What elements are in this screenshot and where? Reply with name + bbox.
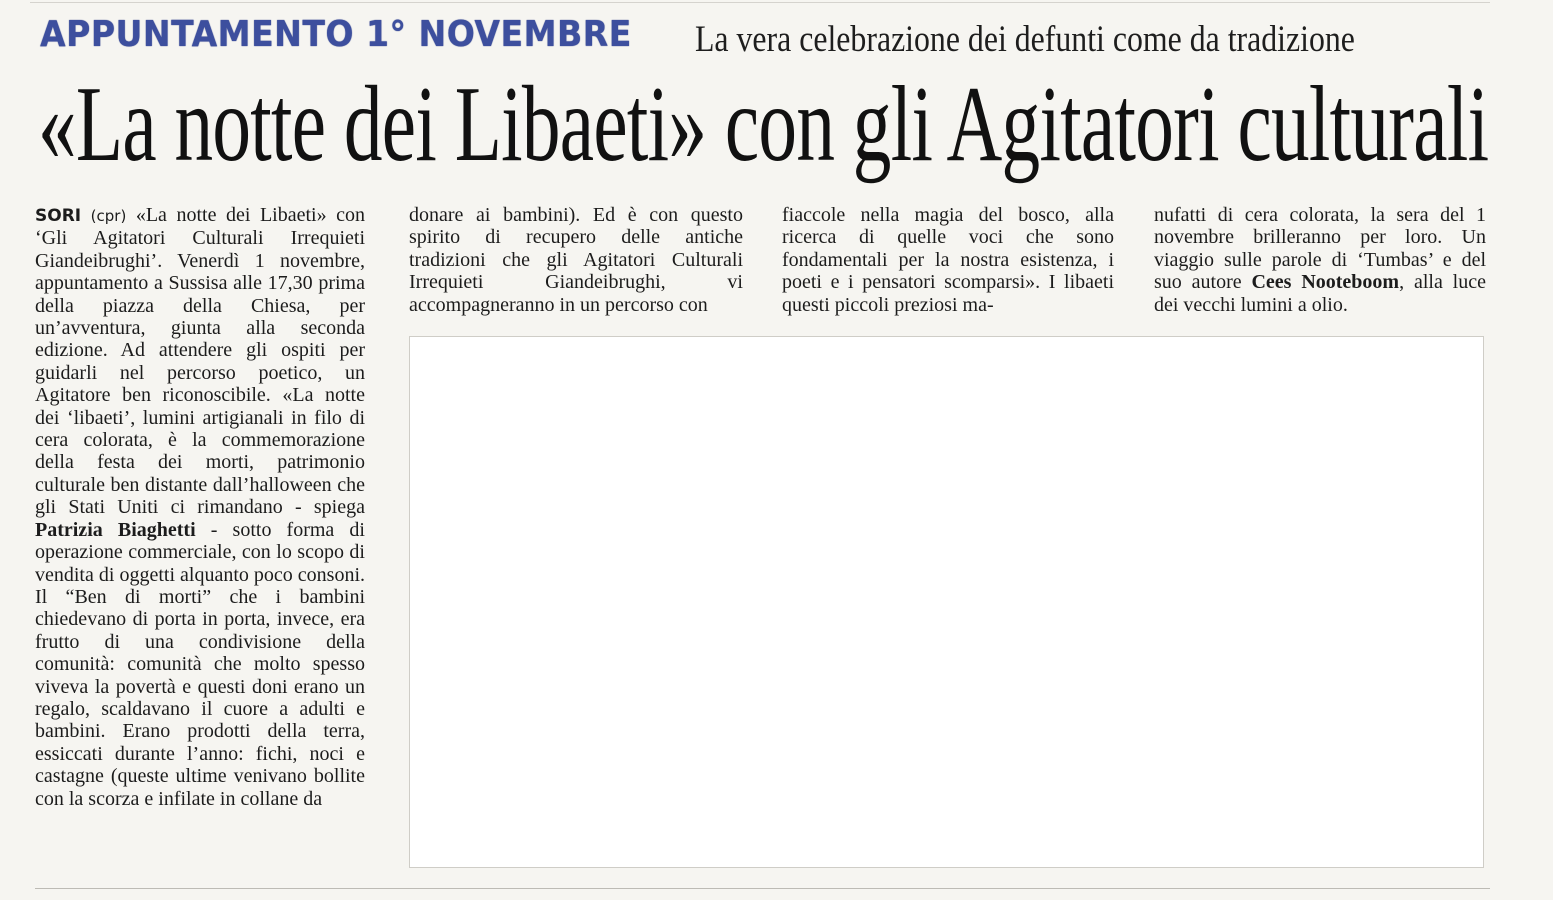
kicker-title: APPUNTAMENTO 1° NOVEMBRE: [40, 14, 632, 55]
column-1-text-part-1: «La notte dei Libaeti» con ‘Gli Agitatori Culturali Irrequieti Giandeibrughi’. Venerdì 1 novembre, appuntamento a Sussisa alle 17,30 prima della piazza della Chiesa, per un’avventura, giunta alla seconda edizione. Ad attendere gli ospiti per guidarli nel percorso poetico, un Agitatore ben riconoscibile. «La notte dei ‘libaeti’, lumini artigianali in filo di cera colorata, è la commemorazione della festa dei morti, patrimonio culturale ben distante dall’halloween che gli Stati Uniti ci rimandano - spiega: [35, 204, 365, 519]
article-column-2: [409, 204, 743, 316]
bottom-rule: [35, 888, 1490, 889]
dateline: SORI: [35, 206, 82, 226]
column-4-text-part-1: nufatti di cera colorata, la sera del 1 novembre brilleranno per loro. Un viaggio sulle parole di ‘Tumbas’ e del suo autore: [1154, 204, 1486, 294]
article-column-4: [1154, 204, 1486, 316]
column-2-text: donare ai bambini). Ed è con questo spirito di recupero delle antiche tradizioni che gli Agitatori Culturali Irrequieti Giandeibrughi, vi accompagneranno in un percorso con: [409, 204, 743, 316]
column-4-text-part-2: , alla luce dei vecchi lumini a olio.: [1154, 271, 1486, 316]
column-3-text: fiaccole nella magia del bosco, alla ricerca di quelle voci che sono fondamentali per la nostra esistenza, i poeti e i pensatori scomparsi». I libaeti questi piccoli preziosi ma-: [782, 204, 1114, 316]
author-credit: (cpr): [90, 207, 127, 225]
column-1-text-part-2: - sotto forma di operazione commerciale, con lo scopo di vendita di oggetti alquanto poco consoni. Il “Ben di morti” che i bambini chiedevano di porta in porta, invece, era frutto di una condivisione della comunità: comunità che molto spesso viveva la povertà e questi doni erano un regalo, scaldavano il cuore a adulti e bambini. Erano prodotti della terra, essiccati durante l’anno: fichi, noci e castagne (queste ultime venivano bollite con la scorza e infilate in collane da: [35, 518, 365, 810]
photo-placeholder: [409, 336, 1484, 868]
quoted-person-name: Patrizia Biaghetti: [35, 518, 196, 541]
article-column-1: [35, 204, 365, 810]
subheadline: La vera celebrazione dei defunti come da tradizione: [695, 19, 1355, 60]
column-4-text: [1154, 204, 1486, 316]
author-name: Cees Nooteboom: [1251, 271, 1400, 294]
column-1-text: [35, 204, 365, 810]
headline: «La notte dei Libaeti» con gli Agitatori culturali: [38, 65, 1489, 184]
article-column-3: [782, 204, 1114, 316]
top-rule: [30, 2, 1490, 3]
